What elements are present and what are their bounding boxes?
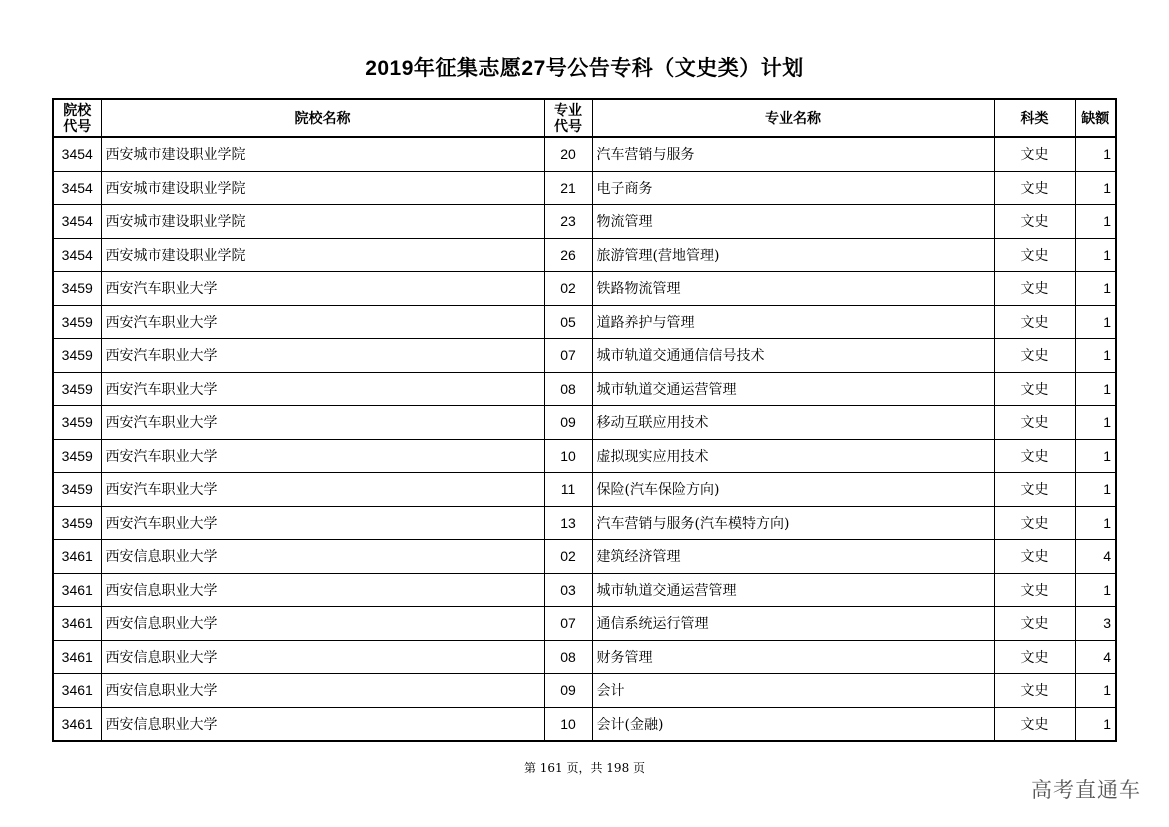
table-row [53,272,1116,306]
cell-school-code: 3459 [53,473,101,507]
table-row [53,238,1116,272]
cell-major-code: 21 [544,171,592,205]
table-row [53,339,1116,373]
cell-major-name: 保险(汽车保险方向) [592,473,994,507]
cell-major-code: 10 [544,439,592,473]
cell-category: 文史 [994,171,1075,205]
cell-category: 文史 [994,473,1075,507]
cell-major-name: 城市轨道交通通信信号技术 [592,339,994,373]
cell-major-name: 虚拟现实应用技术 [592,439,994,473]
cell-school-code: 3454 [53,137,101,171]
plan-table [52,98,1117,742]
cell-school-code: 3459 [53,372,101,406]
cell-major-code: 07 [544,607,592,641]
cell-major-code: 09 [544,674,592,708]
cell-major-name: 汽车营销与服务(汽车模特方向) [592,506,994,540]
cell-category: 文史 [994,607,1075,641]
cell-vacancy: 1 [1075,272,1116,306]
cell-school-name: 西安汽车职业大学 [101,439,544,473]
cell-school-name: 西安信息职业大学 [101,540,544,574]
cell-school-name: 西安城市建设职业学院 [101,238,544,272]
cell-vacancy: 1 [1075,238,1116,272]
watermark-logo: 高考直通车 [1031,778,1141,802]
cell-vacancy: 1 [1075,406,1116,440]
cell-school-code: 3459 [53,305,101,339]
page-footer: 第 161 页，共 198 页 [523,761,646,775]
cell-major-code: 07 [544,339,592,373]
cell-school-code: 3459 [53,439,101,473]
cell-school-code: 3461 [53,674,101,708]
cell-major-code: 26 [544,238,592,272]
table-row [53,406,1116,440]
cell-major-name: 移动互联应用技术 [592,406,994,440]
cell-school-name: 西安城市建设职业学院 [101,205,544,239]
cell-vacancy: 1 [1075,707,1116,741]
cell-major-name: 城市轨道交通运营管理 [592,372,994,406]
header-major-name: 专业名称 [592,99,994,137]
cell-major-name: 铁路物流管理 [592,272,994,306]
cell-major-name: 会计 [592,674,994,708]
table-row [53,372,1116,406]
cell-school-name: 西安信息职业大学 [101,607,544,641]
cell-vacancy: 1 [1075,372,1116,406]
table-header-row [53,99,1116,137]
cell-school-code: 3461 [53,573,101,607]
header-school-code-line2: 代号 [63,118,92,134]
table-row [53,171,1116,205]
cell-school-name: 西安信息职业大学 [101,707,544,741]
cell-school-code: 3454 [53,171,101,205]
cell-school-name: 西安城市建设职业学院 [101,171,544,205]
cell-category: 文史 [994,339,1075,373]
cell-vacancy: 1 [1075,439,1116,473]
cell-school-code: 3461 [53,540,101,574]
table-row [53,305,1116,339]
header-major-code-line2: 代号 [554,118,582,134]
header-major-code [544,99,592,137]
cell-vacancy: 3 [1075,607,1116,641]
cell-vacancy: 1 [1075,137,1116,171]
cell-school-code: 3461 [53,707,101,741]
cell-major-code: 09 [544,406,592,440]
cell-category: 文史 [994,205,1075,239]
cell-school-code: 3459 [53,406,101,440]
cell-major-code: 20 [544,137,592,171]
cell-school-code: 3459 [53,339,101,373]
cell-school-name: 西安汽车职业大学 [101,372,544,406]
cell-major-code: 05 [544,305,592,339]
cell-category: 文史 [994,272,1075,306]
cell-major-name: 物流管理 [592,205,994,239]
cell-major-name: 旅游管理(营地管理) [592,238,994,272]
cell-category: 文史 [994,372,1075,406]
cell-category: 文史 [994,439,1075,473]
cell-school-name: 西安信息职业大学 [101,573,544,607]
header-school-code [53,99,101,137]
header-school-name: 院校名称 [101,99,544,137]
cell-major-code: 02 [544,272,592,306]
header-vacancy: 缺额 [1075,99,1116,137]
cell-school-name: 西安汽车职业大学 [101,272,544,306]
cell-major-code: 08 [544,640,592,674]
cell-school-name: 西安汽车职业大学 [101,473,544,507]
table-body [53,137,1116,741]
cell-major-name: 财务管理 [592,640,994,674]
cell-school-code: 3454 [53,205,101,239]
cell-school-code: 3454 [53,238,101,272]
cell-major-name: 城市轨道交通运营管理 [592,573,994,607]
cell-major-name: 电子商务 [592,171,994,205]
table-row [53,205,1116,239]
cell-major-code: 10 [544,707,592,741]
cell-vacancy: 1 [1075,339,1116,373]
cell-major-name: 汽车营销与服务 [592,137,994,171]
cell-category: 文史 [994,573,1075,607]
cell-major-name: 通信系统运行管理 [592,607,994,641]
page-title: 2019年征集志愿27号公告专科（文史类）计划 [365,57,804,80]
cell-category: 文史 [994,707,1075,741]
table-row [53,573,1116,607]
table-row [53,674,1116,708]
table-row [53,439,1116,473]
cell-vacancy: 1 [1075,171,1116,205]
cell-school-name: 西安汽车职业大学 [101,339,544,373]
cell-category: 文史 [994,674,1075,708]
cell-vacancy: 4 [1075,640,1116,674]
cell-school-name: 西安城市建设职业学院 [101,137,544,171]
table-row [53,137,1116,171]
cell-vacancy: 1 [1075,506,1116,540]
cell-vacancy: 1 [1075,473,1116,507]
cell-major-code: 02 [544,540,592,574]
cell-vacancy: 1 [1075,305,1116,339]
cell-category: 文史 [994,137,1075,171]
cell-major-code: 23 [544,205,592,239]
cell-school-name: 西安汽车职业大学 [101,406,544,440]
cell-major-code: 13 [544,506,592,540]
header-category: 科类 [994,99,1075,137]
cell-category: 文史 [994,406,1075,440]
cell-category: 文史 [994,640,1075,674]
table-row [53,607,1116,641]
cell-major-code: 03 [544,573,592,607]
cell-major-code: 08 [544,372,592,406]
cell-school-name: 西安汽车职业大学 [101,506,544,540]
cell-vacancy: 1 [1075,674,1116,708]
cell-school-code: 3459 [53,272,101,306]
cell-category: 文史 [994,305,1075,339]
cell-school-code: 3459 [53,506,101,540]
cell-major-code: 11 [544,473,592,507]
cell-school-code: 3461 [53,607,101,641]
cell-school-name: 西安信息职业大学 [101,674,544,708]
cell-school-name: 西安汽车职业大学 [101,305,544,339]
table-row [53,540,1116,574]
table-row [53,707,1116,741]
cell-major-name: 会计(金融) [592,707,994,741]
table-row [53,473,1116,507]
cell-category: 文史 [994,238,1075,272]
cell-category: 文史 [994,540,1075,574]
cell-school-name: 西安信息职业大学 [101,640,544,674]
cell-category: 文史 [994,506,1075,540]
cell-major-name: 道路养护与管理 [592,305,994,339]
table-row [53,640,1116,674]
cell-school-code: 3461 [53,640,101,674]
header-school-code-line1: 院校 [63,102,92,118]
cell-vacancy: 1 [1075,205,1116,239]
header-major-code-line1: 专业 [554,102,582,118]
cell-vacancy: 1 [1075,573,1116,607]
cell-major-name: 建筑经济管理 [592,540,994,574]
table-row [53,506,1116,540]
cell-vacancy: 4 [1075,540,1116,574]
